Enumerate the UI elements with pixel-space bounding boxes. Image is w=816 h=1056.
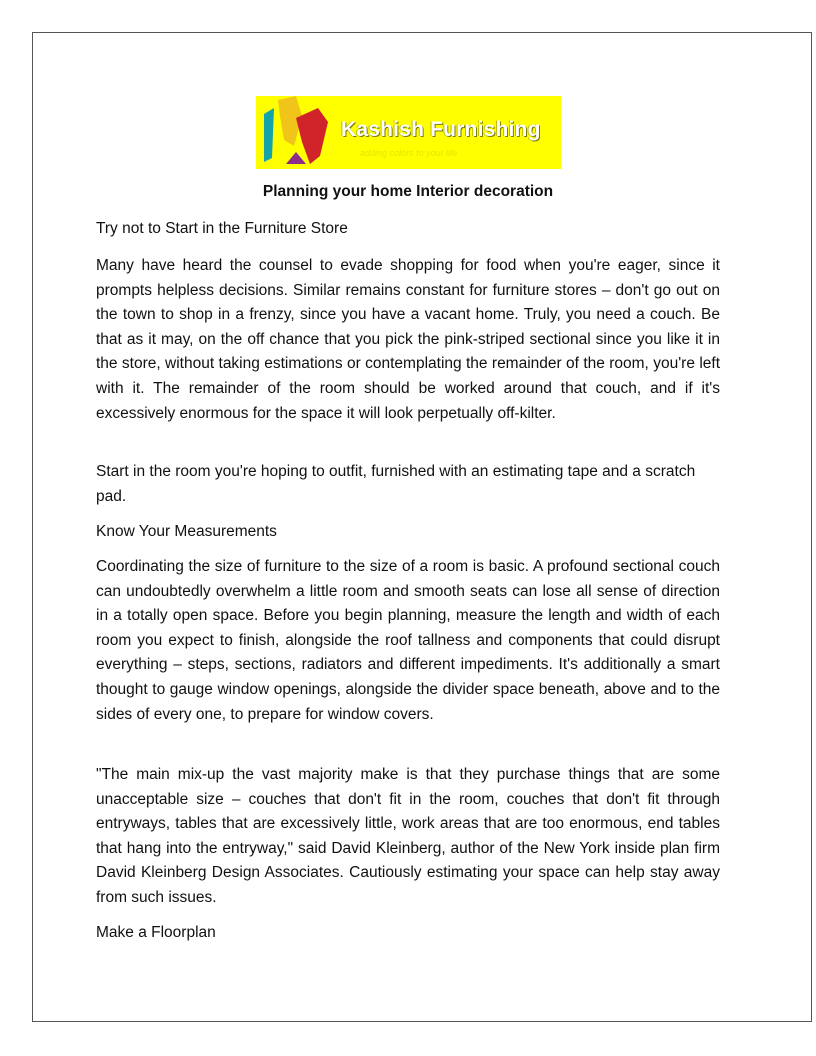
document-title: Planning your home Interior decoration [262,183,554,200]
paragraph-measurements: Coordinating the size of furniture to the size of a room is basic. A profound sectional couch can undoubtedly overwhelm a little room and smooth seats can lose all sense of direction in a totally open space. Before you begin planning, measure the length and width of each room you expect to finish, alongside the roof tallness and components that could disrupt everything – steps, sections, radiators and different impediments. It's additionally a smart thought to gauge window openings, alongside the divider space beneath, above and to the sides of every one, to prepare for window covers. [96,558,720,723]
section-heading-measurements: Know Your Measurements [96,523,277,540]
section-heading-furniture-store: Try not to Start in the Furniture Store [96,220,348,237]
brand-logo [256,96,561,169]
paragraph-quote: "The main mix-up the vast majority make is that they purchase things that are some unacceptable size – couches that don't fit in the room, couches that don't fit through entryways, tables that are excessively little, work areas that are too enormous, end tables that hang into the entryway," said David Kleinberg, author of the New York inside plan firm David Kleinberg Design Associates. Cautiously estimating your space can help stay away from such issues. [96,766,720,906]
paragraph-couch-advice: Many have heard the counsel to evade shopping for food when you're eager, since it prompts helpless decisions. Similar remains constant for furniture stores – don't go out on the town to shop in a frenzy, since you have a vacant home. Truly, you need a couch. Be that as it may, on the off chance that you pick the pink-striped sectional since you like it in the store, without taking estimations or contemplating the remainder of the room, you're left with it. The remainder of the room should be worked around that couch, and if it's excessively enormous for the space it will look perpetually off-kilter. [96,257,720,422]
section-heading-floorplan: Make a Floorplan [96,924,216,941]
paragraph-start-in-room: Start in the room you're hoping to outfit, furnished with an estimating tape and a scratch pad. [96,463,696,505]
brand-tagline: adding colors to your life [360,148,458,158]
brand-name: Kashish Furnishing [341,118,541,141]
